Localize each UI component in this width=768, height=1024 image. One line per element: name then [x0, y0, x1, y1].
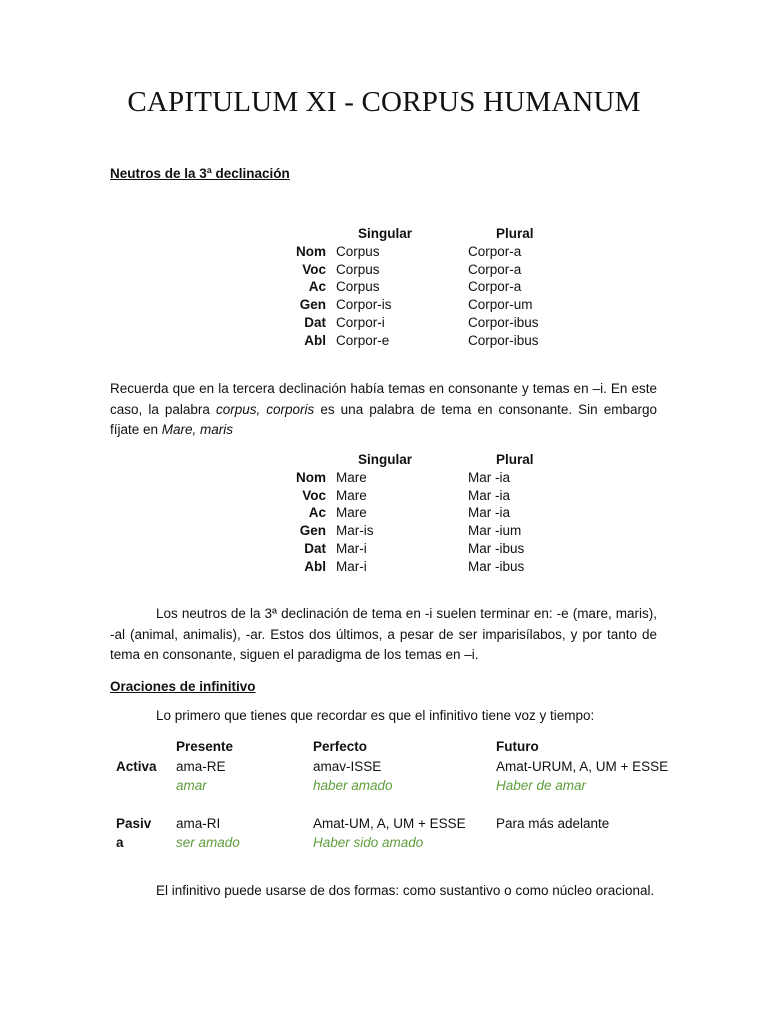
latin-form: Amat-UM, A, UM + ESSE: [313, 815, 466, 831]
section-heading-infinitive: Oraciones de infinitivo: [110, 679, 256, 694]
voice-label-pasiva-cont: a: [116, 835, 124, 850]
case-label: Gen: [299, 297, 326, 313]
table-header-row: [110, 737, 670, 757]
case-label: Voc: [302, 261, 326, 277]
paragraph-text: es una palabra de tema en consonante. Sin embargo fíjate en: [110, 401, 657, 437]
case-label: Dat: [304, 314, 326, 330]
plural-form: Corpor-a: [468, 243, 522, 259]
case-label: Abl: [304, 332, 326, 348]
declension-table-mare: [280, 451, 540, 576]
latin-term: Mare, maris: [161, 422, 234, 437]
latin-form: Para más adelante: [496, 815, 610, 831]
translation-text: amar: [176, 778, 207, 793]
table-row: [280, 469, 540, 487]
page-title: CAPITULUM XI - CORPUS HUMANUM: [127, 86, 641, 118]
latin-form: Amat-URUM, A, UM + ESSE: [496, 758, 669, 774]
singular-form: Corpus: [336, 261, 380, 277]
translation-text: haber amado: [313, 778, 393, 793]
column-header-plural: Plural: [496, 452, 534, 467]
plural-form: Mar -ibus: [468, 540, 525, 556]
table-row: [280, 243, 540, 261]
table-row: [280, 278, 540, 296]
plural-form: Mar -ibus: [468, 558, 525, 574]
table-header-row: [280, 451, 540, 469]
singular-form: Mar-i: [336, 558, 367, 574]
table-row: [280, 314, 540, 332]
column-header-presente: Presente: [176, 739, 234, 754]
infinitive-table: [110, 737, 670, 853]
singular-form: Mar-is: [336, 523, 374, 539]
plural-form: Mar -ia: [468, 505, 511, 521]
case-label: Ac: [308, 505, 326, 521]
latin-term: corpus, corporis: [215, 401, 315, 417]
table-row: [280, 522, 540, 540]
plural-form: Corpor-a: [468, 261, 522, 277]
column-header-perfecto: Perfecto: [313, 739, 368, 754]
plural-form: Mar -ia: [468, 469, 511, 485]
singular-form: Corpor-i: [336, 314, 385, 330]
case-label: Gen: [299, 523, 326, 539]
singular-form: Corpor-e: [336, 332, 390, 348]
column-header-plural: Plural: [496, 226, 534, 241]
translation-text: Haber sido amado: [313, 835, 424, 850]
translation-text: Haber de amar: [496, 778, 587, 793]
table-row: [280, 487, 540, 505]
column-header-singular: Singular: [358, 452, 413, 467]
case-label: Ac: [308, 279, 326, 295]
singular-form: Corpor-is: [336, 297, 392, 313]
plural-form: Corpor-ibus: [468, 332, 539, 348]
latin-form: ama-RE: [176, 758, 226, 774]
paragraph-infinitive-uses: El infinitivo puede usarse de dos formas: como sustantivo o como núcleo oracional.: [156, 883, 655, 898]
voice-label-activa: Activa: [116, 758, 157, 774]
table-row-activa-translation: [110, 776, 670, 796]
table-row: [280, 332, 540, 350]
paragraph-infinitive-intro: Lo primero que tienes que recordar es que el infinitivo tiene voz y tiempo:: [156, 708, 595, 723]
plural-form: Mar -ium: [468, 523, 522, 539]
table-row: [280, 540, 540, 558]
plural-form: Mar -ia: [468, 487, 511, 503]
latin-form: ama-RI: [176, 815, 221, 831]
paragraph-text: Recuerda que en la tercera declinación había temas en consonante y temas en –i. En este caso, la palabra: [110, 381, 657, 417]
table-row-activa: [110, 757, 670, 777]
table-header-row: [280, 225, 540, 243]
voice-label-pasiva: Pasiv: [116, 815, 152, 831]
singular-form: Mare: [336, 487, 367, 503]
plural-form: Corpor-ibus: [468, 314, 539, 330]
plural-form: Corpor-a: [468, 279, 522, 295]
table-row: [280, 261, 540, 279]
case-label: Nom: [296, 469, 326, 485]
column-header-futuro: Futuro: [496, 739, 539, 754]
section-heading-neuters: Neutros de la 3ª declinación: [110, 166, 290, 181]
case-label: Dat: [304, 540, 326, 556]
singular-form: Mare: [336, 505, 367, 521]
singular-form: Corpus: [336, 279, 380, 295]
paragraph-third-declension: [110, 379, 657, 441]
latin-form: amav-ISSE: [313, 758, 382, 774]
plural-form: Corpor-um: [468, 297, 533, 313]
case-label: Abl: [304, 558, 326, 574]
case-label: Nom: [296, 243, 326, 259]
case-label: Voc: [302, 487, 326, 503]
table-row: [280, 296, 540, 314]
paragraph-neuter-endings: Los neutros de la 3ª declinación de tema en -i suelen terminar en: -e (mare, maris), -al (animal, animalis), -ar. Estos dos últimos, a pesar de ser imparisílabos, y por tanto de tema en consonante, siguen el paradigma de los temas en –i.: [110, 606, 657, 662]
table-row: [280, 504, 540, 522]
table-row-pasiva-translation: [110, 833, 670, 853]
table-row: [280, 558, 540, 576]
declension-table-corpus: [280, 225, 540, 350]
singular-form: Corpus: [336, 243, 380, 259]
table-row-pasiva: [110, 814, 670, 834]
translation-text: ser amado: [176, 835, 240, 850]
singular-form: Mar-i: [336, 540, 367, 556]
singular-form: Mare: [336, 469, 367, 485]
column-header-singular: Singular: [358, 226, 413, 241]
